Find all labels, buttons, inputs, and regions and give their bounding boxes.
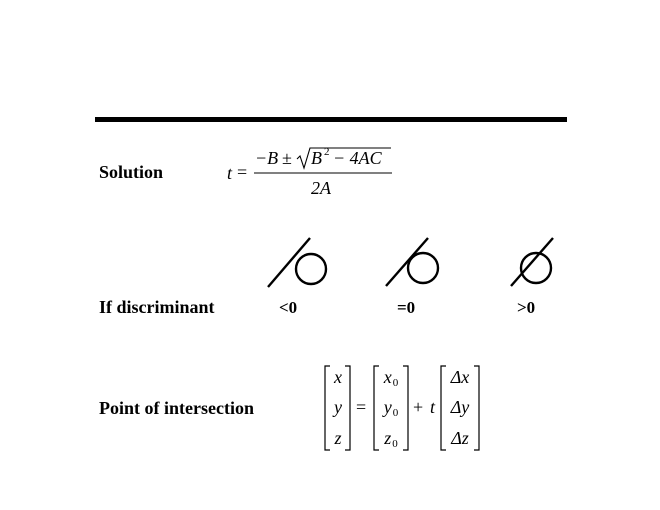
formula-plus-minus: ± [282, 148, 292, 168]
equation-t: t [430, 397, 436, 417]
matrix-cell: Δz [451, 428, 469, 448]
formula-b: B [311, 148, 322, 168]
sqrt-sign [297, 148, 391, 168]
matrix-cell: $y_0$ [383, 397, 399, 419]
ray-line [268, 238, 310, 287]
matrix-cell: $x_0$ [383, 367, 399, 389]
formula-minus-4ac: − 4AC [333, 148, 382, 168]
case-label-zero: =0 [397, 298, 416, 317]
discriminant-label: If discriminant [99, 297, 215, 317]
case-label-positive: >0 [517, 298, 536, 317]
matrix-cell: x [334, 367, 342, 387]
solution-label: Solution [99, 162, 164, 182]
circle-icon [296, 254, 326, 284]
intersection-label: Point of intersection [99, 398, 254, 418]
equation-equals: = [356, 397, 367, 417]
formula-t: t [227, 163, 233, 183]
matrix-cell: $z_0$ [384, 428, 398, 450]
formula-denominator: 2A [311, 178, 331, 198]
formula-equals: = [237, 162, 248, 182]
matrix-cell: Δx [450, 367, 470, 387]
equation-plus: + [413, 397, 424, 417]
ray-line [386, 238, 428, 286]
matrix-cell: y [334, 397, 342, 417]
case-label-negative: <0 [279, 298, 298, 317]
formula-exponent: 2 [324, 146, 330, 158]
formula-minus-b: −B [255, 148, 279, 168]
matrix-cell: Δy [450, 397, 470, 417]
matrix-cell: z [334, 428, 342, 448]
